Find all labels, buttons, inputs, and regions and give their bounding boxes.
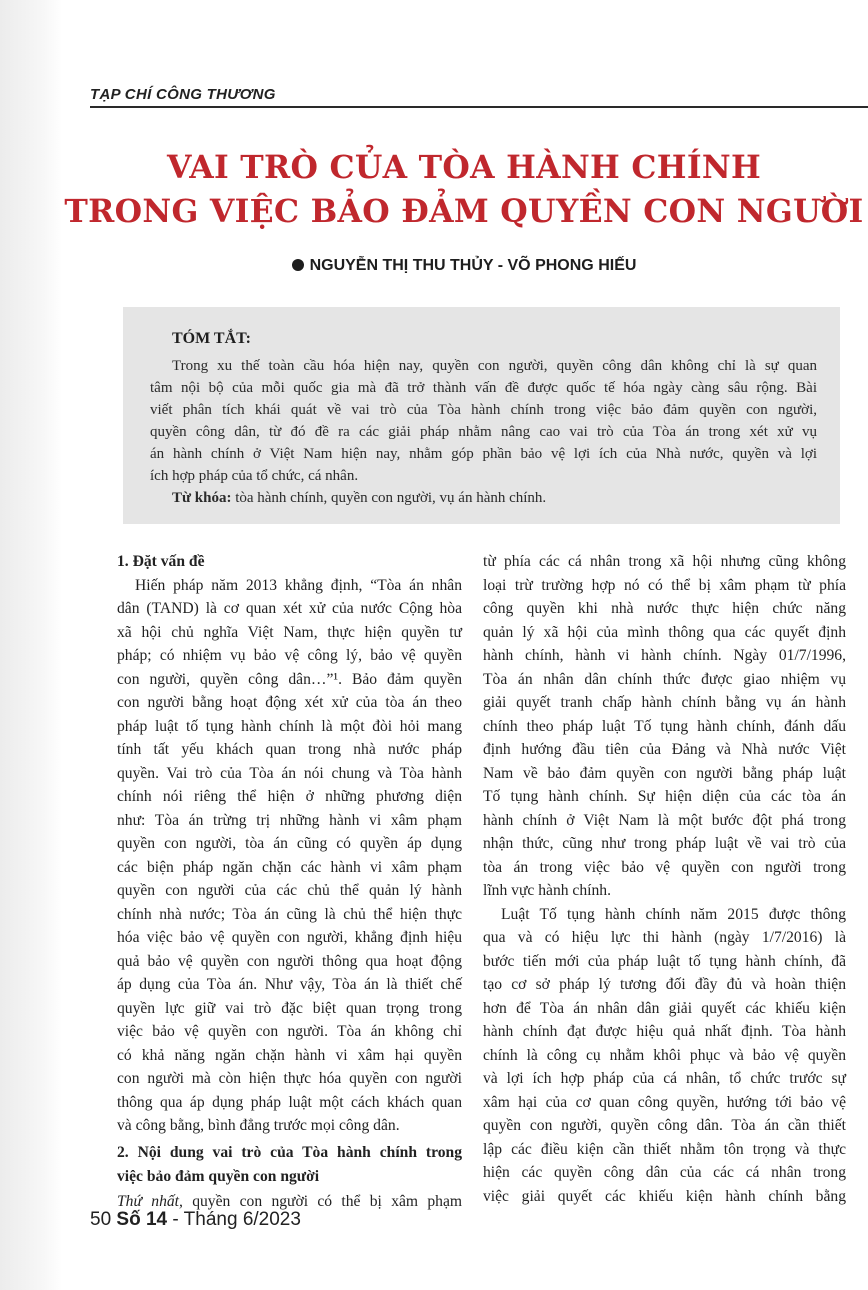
section-2-heading-line-1: 2. Nội dung vai trò của Tòa hành chính trong xyxy=(117,1144,462,1161)
body-line: và lợi ích hợp pháp của cá nhân, tổ chức trước sự xyxy=(483,1070,846,1087)
body-line: xã hội chủ nghĩa Việt Nam, thực hiện quyền tư xyxy=(117,624,462,641)
body-line: tính tất yếu khách quan trong nhà nước pháp xyxy=(117,741,462,758)
body-line: hơn để Tòa án nhân dân giải quyết các khiếu kiện xyxy=(483,1000,846,1017)
body-line: áp dụng của Tòa án. Như vậy, Tòa án là thiết chế xyxy=(117,976,462,993)
abstract-line: quyền công dân, từ đó đề ra các giải pháp nhằm nâng cao vai trò của Tòa án trong xét xử vụ xyxy=(150,424,817,440)
body-line: hiện các quyền công dân của các cá nhân trong xyxy=(483,1164,846,1181)
body-line: hành chính ở Việt Nam là một bước đột phá trong xyxy=(483,812,846,829)
abstract-heading: TÓM TẮT: xyxy=(172,330,251,347)
body-line: Luật Tố tụng hành chính năm 2015 được thông xyxy=(501,906,846,923)
masthead-rule xyxy=(90,106,868,108)
body-line: quyền con người, tòa án cũng có quyền áp dụng xyxy=(117,835,462,852)
body-line: chính là công cụ nhằm khôi phục và bảo vệ quyền xyxy=(483,1047,846,1064)
body-line: hành chính đạt được hiệu quả nhất định. Tòa hành xyxy=(483,1023,846,1040)
body-line: việc bảo vệ quyền con người. Tòa án không chỉ xyxy=(117,1023,462,1040)
body-line: qua và có hiệu lực thi hành (ngày 1/7/2016) là xyxy=(483,929,846,946)
body-line: quyền lực giữ vai trò đặc biệt quan trọng trong xyxy=(117,1000,462,1017)
body-line: từ phía các cá nhân trong xã hội nhưng cũng không xyxy=(483,553,846,570)
body-line: xâm hại của cơ quan công quyền, hướng tới bảo vệ xyxy=(483,1094,846,1111)
abstract-line: ích hợp pháp của tổ chức, cá nhân. xyxy=(150,468,359,484)
body-line: lập các điều kiện cần thiết nhằm tôn trọng và thực xyxy=(483,1141,846,1158)
body-line: quả bảo vệ quyền con người thông qua hoạt động xyxy=(117,953,462,970)
page-footer xyxy=(90,1209,301,1231)
keywords-text: tòa hành chính, quyền con người, vụ án hành chính. xyxy=(231,490,547,506)
body-line: con người bằng hoạt động xét xử của tòa án theo xyxy=(117,694,462,711)
authors-text: NGUYỄN THỊ THU THỦY - VÕ PHONG HIẾU xyxy=(309,257,637,274)
abstract-line: án hành chính ở Việt Nam hiện nay, nhằm góp phần bảo vệ lợi ích của Nhà nước, quyền và lợi xyxy=(150,446,817,462)
body-line: con người, quyền công dân…”¹. Bảo đảm quyền xyxy=(117,671,462,688)
body-line: giải quyết tranh chấp hành chính bằng vụ án hành xyxy=(483,694,846,711)
body-line: quyền con người, quyền công dân. Tòa án cần thiết xyxy=(483,1117,846,1134)
body-line: hành chính, hành vi hành chính. Ngày 01/7/1996, xyxy=(483,647,846,664)
section-1-heading: 1. Đặt vấn đề xyxy=(117,553,205,570)
issue-date: - Tháng 6/2023 xyxy=(167,1209,301,1230)
page-number: 50 xyxy=(90,1209,112,1230)
body-line: công quyền khi nhà nước thực hiện chức năng xyxy=(483,600,846,617)
body-line: việc giải quyết các khiếu kiện hành chính bằng xyxy=(483,1188,846,1205)
body-text: quyền con người có thể bị xâm phạm xyxy=(182,1193,462,1210)
journal-masthead: TẠP CHÍ CÔNG THƯƠNG xyxy=(90,86,276,103)
body-line: hóa việc bảo vệ quyền con người, khẳng định hiệu xyxy=(117,929,462,946)
body-line: dân (TAND) là cơ quan xét xử của nước Cộng hòa xyxy=(117,600,462,617)
body-line: chính theo pháp luật Tố tụng hành chính, đánh dấu xyxy=(483,718,846,735)
abstract-line: viết phân tích khái quát về vai trò của Tòa hành chính trong việc bảo đảm quyền con người, xyxy=(150,402,817,418)
body-line: Tòa án nhân dân chính thức được giao nhiệm vụ xyxy=(483,671,846,688)
body-line: con người mà còn hiện thực hóa quyền con người xyxy=(117,1070,462,1087)
body-line: chính nói riêng thể hiện ở những phương diện xyxy=(117,788,462,805)
body-line: Tố tụng hành chính. Sự hiện diện của các tòa án xyxy=(483,788,846,805)
body-line: thông qua áp dụng pháp luật một cách khách quan xyxy=(117,1094,462,1111)
article-title-line-1: VAI TRÒ CỦA TÒA HÀNH CHÍNH xyxy=(166,149,762,186)
body-line: pháp luật tố tụng hành chính là một đòi hỏi mang xyxy=(117,718,462,735)
keywords-label: Từ khóa: xyxy=(172,490,232,506)
article-title-line-2: TRONG VIỆC BẢO ĐẢM QUYỀN CON NGƯỜI xyxy=(64,193,864,230)
body-line: pháp; có nhiệm vụ bảo vệ công lý, bảo vệ quyền xyxy=(117,647,462,664)
body-line: nhận thức, cũng như trong pháp luật về vai trò của xyxy=(483,835,846,852)
body-line: bước tiến mới của pháp luật tố tụng hành chính, đã xyxy=(483,953,846,970)
abstract-line: Trong xu thế toàn cầu hóa hiện nay, quyền con người, quyền công dân không chỉ là sự quan xyxy=(172,358,817,374)
section-2-heading-line-2: việc bảo đảm quyền con người xyxy=(117,1168,320,1185)
body-line: có khả năng ngăn chặn hành vi xâm hại quyền xyxy=(117,1047,462,1064)
article-authors xyxy=(60,257,868,275)
body-line: chính nhà nước; Tòa án cũng là chủ thể hiện thực xyxy=(117,906,462,923)
abstract-line: tâm nội bộ của mỗi quốc gia mà đã trở thành vấn đề được quốc tế hóa ngày càng sâu rộng. Bài xyxy=(150,380,817,396)
body-line: và công bằng, bình đẳng trước mọi công dân. xyxy=(117,1117,400,1134)
issue-number: Số 14 xyxy=(116,1209,168,1230)
abstract-keywords xyxy=(172,487,817,509)
body-line: tòa án trong việc bảo vệ quyền con người trong xyxy=(483,859,846,876)
body-line: lĩnh vực hành chính. xyxy=(483,882,611,899)
bullet-icon xyxy=(292,259,304,271)
body-line: quyền con người của các chủ thể quản lý hành xyxy=(117,882,462,899)
body-line: định hướng đầu tiên của Đảng và Nhà nước Việt xyxy=(483,741,846,758)
body-line: tạo cơ sở pháp lý tương đối đầy đủ và hoàn thiện xyxy=(483,976,846,993)
body-line: Hiến pháp năm 2013 khẳng định, “Tòa án nhân xyxy=(135,577,462,594)
body-line: như: Tòa án trừng trị những hành vi xâm phạm xyxy=(117,812,462,829)
body-line: quản lý xã hội của mình thông qua các quyết định xyxy=(483,624,846,641)
body-line: loại trừ trường hợp nó có thể bị xâm phạm từ phía xyxy=(483,577,846,594)
page-margin-shade xyxy=(0,0,62,1290)
body-line: quyền. Vai trò của Tòa án nói chung và Tòa hành xyxy=(117,765,462,782)
body-line: Nam về bảo đảm quyền con người bằng pháp luật xyxy=(483,765,846,782)
body-line: các biện pháp ngăn chặn các hành vi xâm phạm xyxy=(117,859,462,876)
emphasis-text: Thứ nhất, xyxy=(117,1193,183,1210)
